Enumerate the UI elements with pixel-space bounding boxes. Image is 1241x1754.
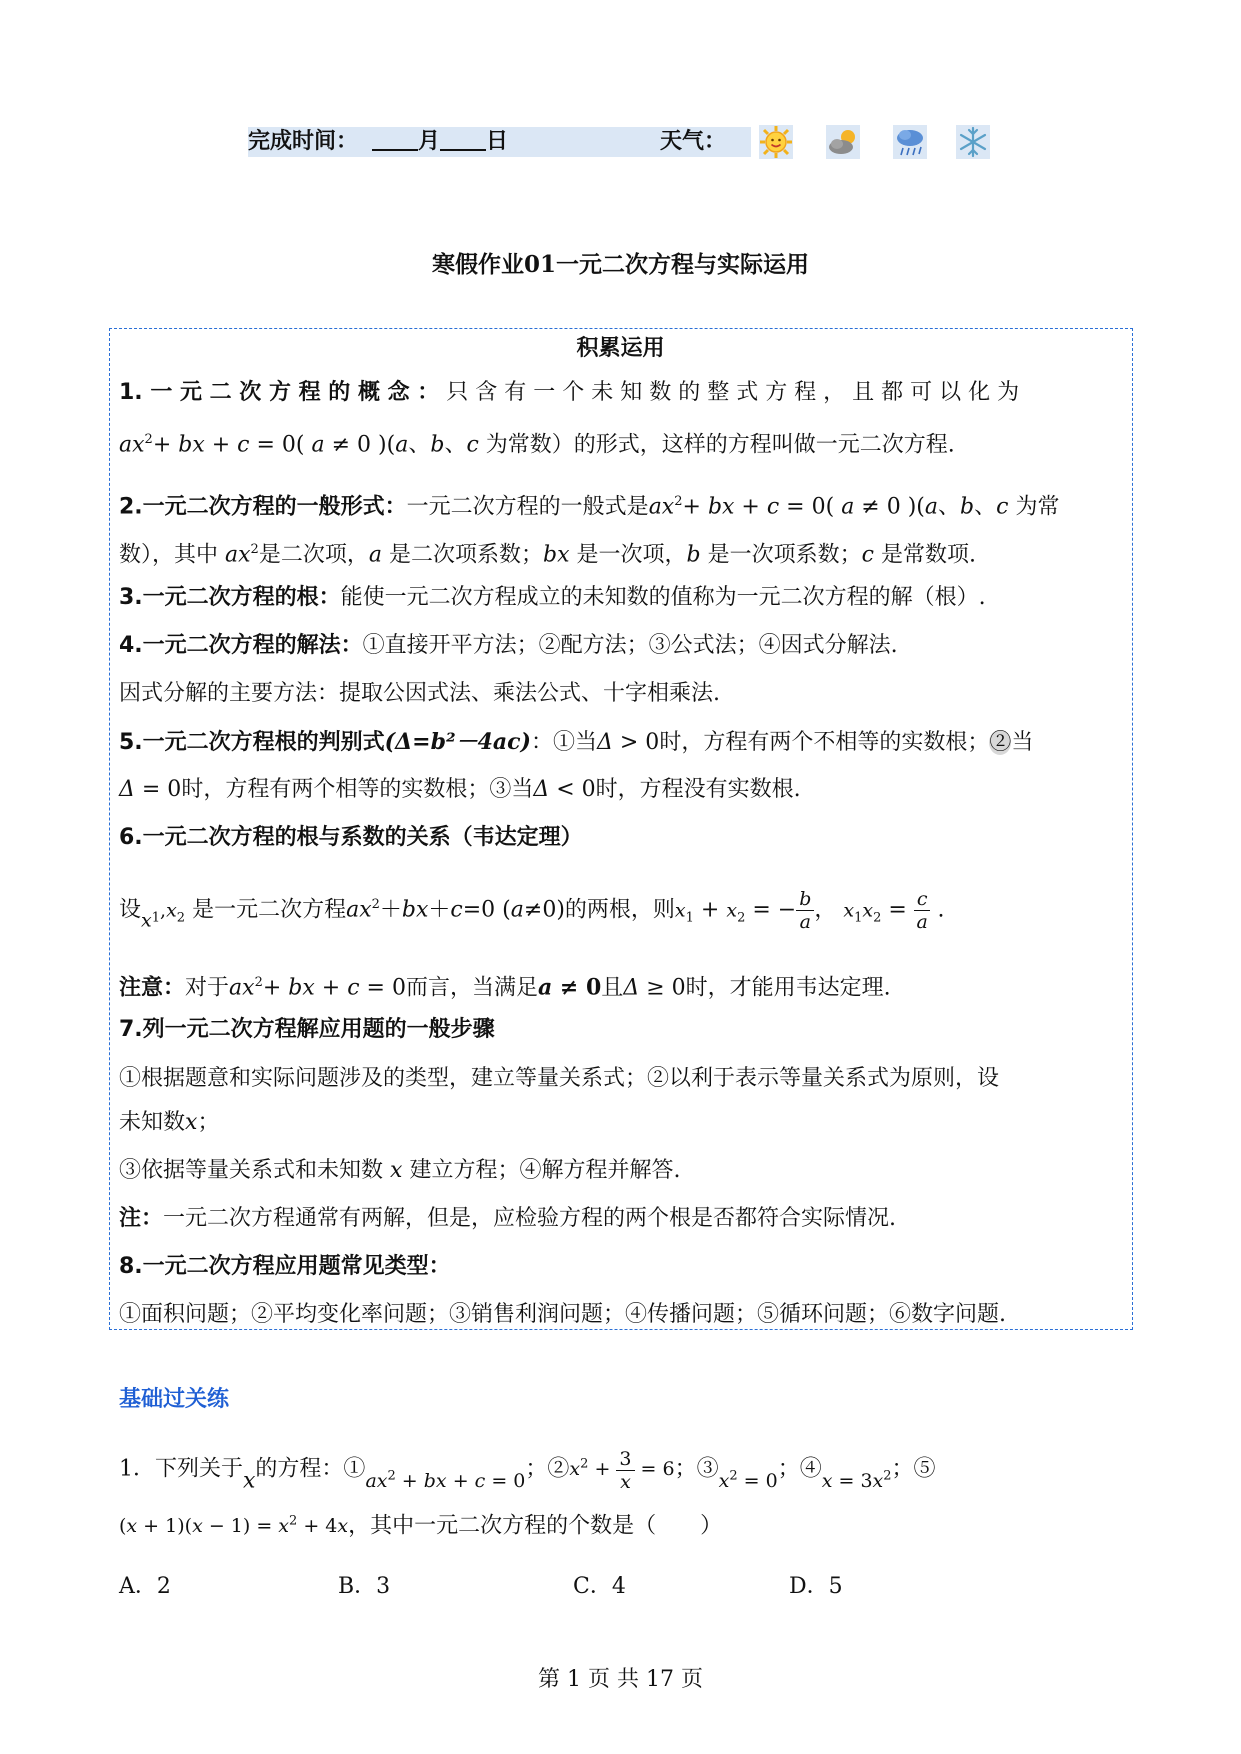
s6-comma: ，	[814, 897, 837, 923]
s4-text: ①直接开平方法；②配方法；③公式法；④因式分解法.	[362, 633, 898, 658]
s2-tail: 为常	[1015, 494, 1060, 520]
fraction-3-over-x: $\frac{3}{x}$	[616, 1448, 634, 1493]
s6-mid: 是一元二次方程	[192, 897, 347, 923]
weather-label: 天气：	[660, 129, 727, 154]
sunny-icon	[759, 125, 793, 159]
day-label: 日	[486, 129, 509, 154]
section-8-heading	[119, 1253, 451, 1281]
note2-text: 一元二次方程通常有两解，但是，应检验方程的两个根是否都符合实际情况.	[163, 1206, 897, 1231]
section-6-heading	[119, 824, 583, 852]
s5-t5: 时，方程有两个相等的实数根；③当	[181, 777, 534, 802]
s2-l2d: 是一次项，	[576, 542, 687, 568]
note1-bold: 注意：	[119, 975, 186, 1001]
s1-text: 只 含 有 一 个 未 知 数 的 整 式 方 程 ， 且 都 可 以 化 为	[446, 380, 1020, 405]
section-2-line-1: 2.一元二次方程的一般形式：一元二次方程的一般式是$ax^2+$ bx + c = 0( a ≠ 0 )(a、b、c 为常	[119, 494, 1060, 520]
s2-bold: 2.一元二次方程的一般形式：	[119, 494, 407, 520]
s2-l2c: 是二次项系数；	[388, 542, 543, 568]
finish-time-label: 完成时间：	[248, 129, 359, 154]
section-4-line-2: 因式分解的主要方法：提取公因式法、乘法公式、十字相乘法.	[119, 681, 720, 706]
option-b[interactable]: B．3	[338, 1574, 391, 1599]
section-1-line-1	[119, 379, 1019, 407]
s1-line2: 为常数）的形式，这样的方程叫做一元二次方程.	[485, 432, 955, 458]
question-1-line-1: 1．下列关于x的方程：$①ax^2$ + bx + c = 0；$②x^2$ + $\frac{3}{x}$ = 6；$③x^2 = 0$；④x = $3x^2$；⑤	[119, 1447, 936, 1494]
question-1-line-2: $(x + 1)(x - 1) = x^2 + 4x$，其中一元二次方程的个数是（ ）	[119, 1513, 723, 1539]
q1-t6: ；⑤	[891, 1456, 936, 1482]
s8-bold: 8.一元二次方程应用题常见类型：	[119, 1254, 451, 1279]
day-blank	[440, 127, 486, 151]
note2-bold: 注：	[119, 1206, 164, 1231]
s7-line3b: 建立方程；④解方程并解答.	[409, 1158, 681, 1183]
s7-bold: 7.列一元二次方程解应用题的一般步骤	[119, 1017, 495, 1042]
q1-line2: ，其中一元二次方程的个数是（ ）	[348, 1513, 723, 1539]
s5-bold: 5.一元二次方程根的判别式	[119, 730, 385, 755]
q1-t5: ；④	[777, 1456, 822, 1482]
q1-t2: 的方程：①	[255, 1456, 366, 1482]
s5-t2: 时，方程有两个不相等的实数根；	[659, 730, 990, 755]
s5-t3: ②	[989, 730, 1012, 755]
s6-mid2: 的两根，则	[564, 897, 675, 923]
s2-l2e: 是一次项系数；	[707, 542, 862, 568]
option-a[interactable]: A．2	[119, 1574, 171, 1599]
section-7-heading	[119, 1016, 495, 1044]
page-title	[0, 246, 1241, 279]
s6-bold: 6.一元二次方程的根与系数的关系（韦达定理）	[119, 825, 583, 850]
s3-text: 能使一元二次方程成立的未知数的值称为一元二次方程的解（根）.	[340, 585, 986, 610]
section-3	[119, 584, 986, 612]
s7-line2: 未知数	[119, 1110, 186, 1135]
section-7-line-3: ③依据等量关系式和未知数 x 建立方程；④解方程并解答.	[119, 1158, 681, 1183]
note1-t1: 对于	[185, 975, 230, 1001]
fraction-b-over-a: $\frac{b}{a}$	[796, 888, 814, 933]
title-num: 01	[523, 251, 556, 278]
title-post: 一元二次方程与实际运用	[556, 252, 809, 278]
section-5-line-1: 5.一元二次方程根的判别式(Δ=b²－4ac)：①当Δ > 0时，方程有两个不相等的实数根；②当	[119, 729, 1034, 755]
date-fill-row	[372, 127, 508, 157]
s2-l2a: 数），其中	[119, 542, 219, 568]
section-1-line-2: $ax^2+$ bx + c = 0( a ≠ 0 )(a、b、c 为常数）的形式，这样的方程叫做一元二次方程.	[119, 432, 955, 458]
note1-t3: 且	[601, 975, 624, 1001]
s6-set: 设	[119, 897, 142, 923]
practice-heading: 基础过关练	[119, 1387, 230, 1412]
option-d[interactable]: D．5	[789, 1574, 843, 1599]
s2-l2b: 是二次项，	[258, 542, 369, 568]
note1-t4: 时，才能用韦达定理.	[685, 975, 891, 1001]
section-5-line-2: Δ = 0时，方程有两个相等的实数根；③当Δ < 0时，方程没有实数根.	[119, 777, 801, 802]
s5-t1: ：①当	[530, 730, 597, 755]
s5-t4: 当	[1011, 730, 1034, 755]
s2-text: 一元二次方程的一般式是	[406, 494, 649, 520]
section-6-vieta: 设$x_1,x_2$ 是一元二次方程$ax^2+bx+c=0$ (a≠0)的两根，则$x_1 + x_2$ = − $\frac{b}{a}$ ， $x_1x_2$ = $\frac{c}{a}$ .	[119, 887, 945, 933]
note1-t2: 而言，当满足	[405, 975, 538, 1001]
rain-icon	[893, 125, 927, 159]
page-footer: 第 1 页 共 17 页	[538, 1667, 703, 1692]
section-7-line-1: ①根据题意和实际问题涉及的类型，建立等量关系式；②以利于表示等量关系式为原则，设	[119, 1066, 1000, 1091]
s5-t6: 时，方程没有实数根.	[595, 777, 801, 802]
s5-formula: (Δ=b²－4ac)	[384, 729, 531, 755]
q1-t3: ；②	[525, 1456, 570, 1482]
s2-l2f: 是常数项.	[880, 542, 976, 568]
box-heading: 积累运用	[576, 336, 665, 361]
fraction-c-over-a: $\frac{c}{a}$	[914, 888, 931, 933]
s1-bold: 1. 一 元 二 次 方 程 的 概 念 ：	[119, 380, 440, 405]
s4-bold: 4.一元二次方程的解法：	[119, 633, 363, 658]
month-label: 月	[418, 129, 441, 154]
section-7-line-2: 未知数x；	[119, 1110, 220, 1135]
section-4-line-1	[119, 632, 898, 660]
snowflake-icon	[956, 125, 990, 159]
s7-line3a: ③依据等量关系式和未知数	[119, 1158, 384, 1183]
s3-bold: 3.一元二次方程的根：	[119, 585, 341, 610]
q1-t1: 1．下列关于	[119, 1456, 243, 1482]
note-vieta: 注意：对于$ax^2+$ bx + c = 0而言，当满足a ≠ 0且Δ ≥ 0时，才能用韦达定理.	[119, 974, 891, 1001]
q1-t4: ；③	[674, 1456, 719, 1482]
option-c[interactable]: C．4	[573, 1574, 626, 1599]
title-pre: 寒假作业	[431, 252, 524, 278]
note-check-roots	[119, 1205, 896, 1233]
cloudy-icon	[826, 125, 860, 159]
month-blank	[372, 127, 418, 151]
section-2-line-2: 数），其中 $ax^2$是二次项，a 是二次项系数；bx 是一次项，b 是一次项系数；c 是常数项.	[119, 542, 976, 568]
section-8-types: ①面积问题；②平均变化率问题；③销售利润问题；④传播问题；⑤循环问题；⑥数字问题.	[119, 1302, 1006, 1327]
